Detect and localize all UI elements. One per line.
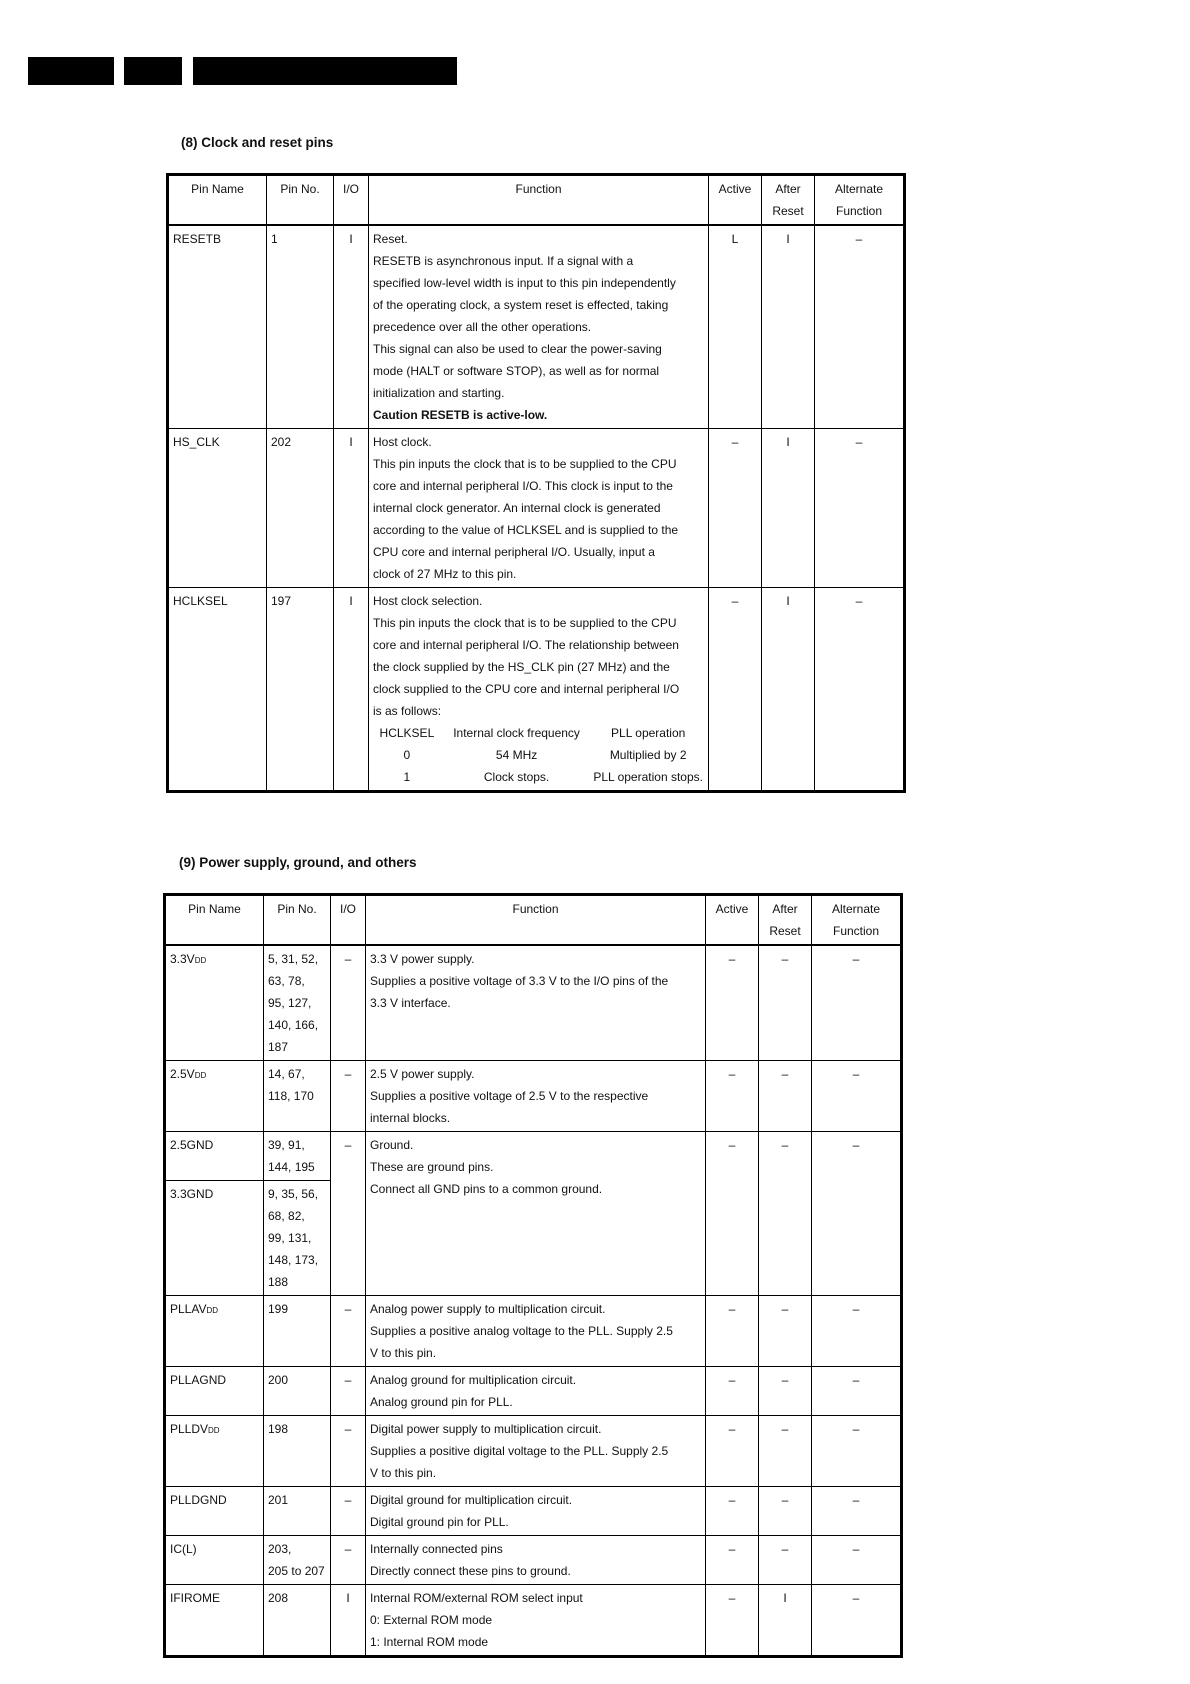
pin-name: 3.3GND	[165, 1181, 264, 1296]
pin-io: –	[331, 1487, 366, 1536]
pin-io: –	[331, 945, 366, 1061]
pin-io: I	[334, 225, 369, 429]
table-row	[165, 1487, 902, 1536]
pin-io: –	[331, 1296, 366, 1367]
function-text: Reset. RESETB is asynchronous input. If a signal with a specified low-level width is input to this pin independently of the operating clock, a system reset is effected, taking precedence over all the other operations. This signal can also be used to clear the power-saving mode (HALT or software STOP), as well as for normal initialization and starting.	[373, 232, 676, 400]
pin-name-text: 2.5V	[170, 1067, 195, 1081]
pin-active: –	[706, 1487, 759, 1536]
pin-number: 201	[264, 1487, 331, 1536]
pin-io: I	[334, 429, 369, 588]
pin-after-reset: –	[759, 1487, 812, 1536]
pin-active: –	[706, 1061, 759, 1132]
pin-io: –	[331, 1416, 366, 1487]
subtable-cell: 1	[403, 770, 411, 784]
table-row	[165, 1132, 902, 1181]
pin-after-reset: I	[762, 588, 815, 792]
pin-number: 208	[264, 1585, 331, 1657]
pin-function: Ground. These are ground pins. Connect all GND pins to a common ground.	[366, 1132, 706, 1296]
clock-reset-pins-table	[166, 173, 906, 793]
header-pin-no: Pin No.	[264, 895, 331, 946]
pin-alternate: –	[812, 1132, 902, 1296]
table-row	[168, 429, 905, 588]
header-bar-block	[28, 57, 114, 85]
pin-io: –	[331, 1367, 366, 1416]
pin-name: PLLDGND	[165, 1487, 264, 1536]
table-row	[165, 1536, 902, 1585]
pin-active: –	[706, 1132, 759, 1296]
pin-after-reset: –	[759, 945, 812, 1061]
power-ground-pins-table	[163, 893, 903, 1658]
pin-active: –	[706, 1296, 759, 1367]
pin-function: Digital ground for multiplication circuit. Digital ground pin for PLL.	[366, 1487, 706, 1536]
pin-name: HS_CLK	[168, 429, 267, 588]
table-row	[165, 1585, 902, 1657]
header-io: I/O	[331, 895, 366, 946]
pin-number: 198	[264, 1416, 331, 1487]
function-text: Host clock selection. This pin inputs the clock that is to be supplied to the CPU core and internal peripheral I/O. The relationship between the clock supplied by the HS_CLK pin (27 MHz) and the clock supplied to the CPU core and internal peripheral I/O is as follows:	[373, 594, 680, 718]
pin-active: –	[706, 1585, 759, 1657]
pin-name: RESETB	[168, 225, 267, 429]
pin-alternate: –	[815, 429, 905, 588]
pin-alternate: –	[812, 1416, 902, 1487]
table-row	[168, 588, 905, 792]
pin-function: Digital power supply to multiplication circuit. Supplies a positive digital voltage to the PLL. Supply 2.5 V to this pin.	[366, 1416, 706, 1487]
pin-io: –	[331, 1536, 366, 1585]
pin-number: 14, 67, 118, 170	[264, 1061, 331, 1132]
pin-active: –	[706, 945, 759, 1061]
subtable-cell: Clock stops.	[483, 770, 550, 784]
pin-io: I	[334, 588, 369, 792]
pin-function: Analog power supply to multiplication circuit. Supplies a positive analog voltage to the PLL. Supply 2.5 V to this pin.	[366, 1296, 706, 1367]
pin-name: IC(L)	[165, 1536, 264, 1585]
pin-after-reset: –	[759, 1416, 812, 1487]
subtable-cell: PLL operation stops.	[593, 770, 703, 784]
pin-after-reset: I	[762, 429, 815, 588]
pin-function: Analog ground for multiplication circuit. Analog ground pin for PLL.	[366, 1367, 706, 1416]
header-alternate-function: Alternate Function	[815, 175, 905, 226]
header-function: Function	[369, 175, 709, 226]
subtable-cell: 0	[403, 748, 411, 762]
section-8-title: (8) Clock and reset pins	[181, 135, 334, 150]
pin-name	[165, 1061, 264, 1132]
pin-after-reset: –	[759, 1132, 812, 1296]
pin-alternate: –	[812, 1061, 902, 1132]
pin-alternate: –	[812, 1367, 902, 1416]
caution-note: Caution RESETB is active-low.	[373, 408, 548, 422]
pin-name-subscript: DD	[208, 1426, 220, 1435]
pin-name-subscript: DD	[194, 1071, 207, 1080]
header-alternate-function: Alternate Function	[812, 895, 902, 946]
header-pin-no: Pin No.	[267, 175, 334, 226]
pin-name-text: 3.3V	[170, 952, 195, 966]
pin-active: L	[709, 225, 762, 429]
pin-alternate: –	[812, 1487, 902, 1536]
pin-alternate: –	[812, 1585, 902, 1657]
pin-io: –	[331, 1061, 366, 1132]
pin-name: 2.5GND	[165, 1132, 264, 1181]
pin-number: 39, 91, 144, 195	[264, 1132, 331, 1181]
hclksel-subtable	[373, 722, 704, 788]
pin-number: 203, 205 to 207	[264, 1536, 331, 1585]
pin-after-reset: –	[759, 1367, 812, 1416]
pin-function: 3.3 V power supply. Supplies a positive voltage of 3.3 V to the I/O pins of the 3.3 V interface.	[366, 945, 706, 1061]
pin-alternate: –	[812, 1296, 902, 1367]
pin-after-reset: I	[759, 1585, 812, 1657]
pin-active: –	[706, 1416, 759, 1487]
pin-after-reset: I	[762, 225, 815, 429]
pin-alternate: –	[812, 945, 902, 1061]
pin-name-subscript: DD	[194, 956, 207, 965]
pin-name	[165, 945, 264, 1061]
header-function: Function	[366, 895, 706, 946]
header-after-reset: After Reset	[762, 175, 815, 226]
pin-alternate: –	[815, 588, 905, 792]
pin-number: 199	[264, 1296, 331, 1367]
table-row	[165, 945, 902, 1061]
pin-alternate: –	[812, 1536, 902, 1585]
header-after-reset: After Reset	[759, 895, 812, 946]
pin-function: Internally connected pins Directly connect these pins to ground.	[366, 1536, 706, 1585]
pin-active: –	[709, 588, 762, 792]
pin-function	[369, 225, 709, 429]
pin-number: 200	[264, 1367, 331, 1416]
pin-function	[369, 588, 709, 792]
pin-name	[165, 1296, 264, 1367]
header-active: Active	[706, 895, 759, 946]
pin-active: –	[706, 1367, 759, 1416]
table-header-row	[165, 895, 902, 946]
header-bar-block	[124, 57, 182, 85]
subtable-header: PLL operation	[611, 726, 686, 740]
pin-name: IFIROME	[165, 1585, 264, 1657]
pin-number: 5, 31, 52, 63, 78, 95, 127, 140, 166, 187	[264, 945, 331, 1061]
table-row	[165, 1061, 902, 1132]
table-row	[165, 1296, 902, 1367]
table-row	[165, 1416, 902, 1487]
pin-number: 202	[267, 429, 334, 588]
header-pin-name: Pin Name	[165, 895, 264, 946]
pin-number: 197	[267, 588, 334, 792]
pin-name-text: PLLDV	[170, 1422, 209, 1436]
pin-name: HCLKSEL	[168, 588, 267, 792]
pin-after-reset: –	[759, 1061, 812, 1132]
pin-name: PLLAGND	[165, 1367, 264, 1416]
table-row	[168, 225, 905, 429]
header-pin-name: Pin Name	[168, 175, 267, 226]
pin-name	[165, 1416, 264, 1487]
pin-function: Internal ROM/external ROM select input 0: External ROM mode 1: Internal ROM mode	[366, 1585, 706, 1657]
pin-function: Host clock. This pin inputs the clock that is to be supplied to the CPU core and internal peripheral I/O. This clock is input to the internal clock generator. An internal clock is generated according to the value of HCLKSEL and is supplied to the CPU core and internal peripheral I/O. Usually, input a clock of 27 MHz to this pin.	[369, 429, 709, 588]
pin-number: 9, 35, 56, 68, 82, 99, 131, 148, 173, 188	[264, 1181, 331, 1296]
table-header-row	[168, 175, 905, 226]
pin-active: –	[709, 429, 762, 588]
pin-active: –	[706, 1536, 759, 1585]
section-9-title: (9) Power supply, ground, and others	[179, 855, 417, 870]
pin-name-text: PLLAV	[170, 1302, 207, 1316]
subtable-cell: Multiplied by 2	[609, 748, 687, 762]
header-active: Active	[709, 175, 762, 226]
pin-number: 1	[267, 225, 334, 429]
subtable-header: HCLKSEL	[379, 726, 435, 740]
pin-after-reset: –	[759, 1296, 812, 1367]
header-io: I/O	[334, 175, 369, 226]
pin-function: 2.5 V power supply. Supplies a positive voltage of 2.5 V to the respective internal blocks.	[366, 1061, 706, 1132]
subtable-cell: 54 MHz	[495, 748, 538, 762]
subtable-header: Internal clock frequency	[453, 726, 580, 740]
pin-after-reset: –	[759, 1536, 812, 1585]
table-row	[165, 1367, 902, 1416]
pin-alternate: –	[815, 225, 905, 429]
pin-name-subscript: DD	[206, 1306, 219, 1315]
header-bar-block	[193, 57, 457, 85]
pin-io: I	[331, 1585, 366, 1657]
pin-io: –	[331, 1132, 366, 1296]
